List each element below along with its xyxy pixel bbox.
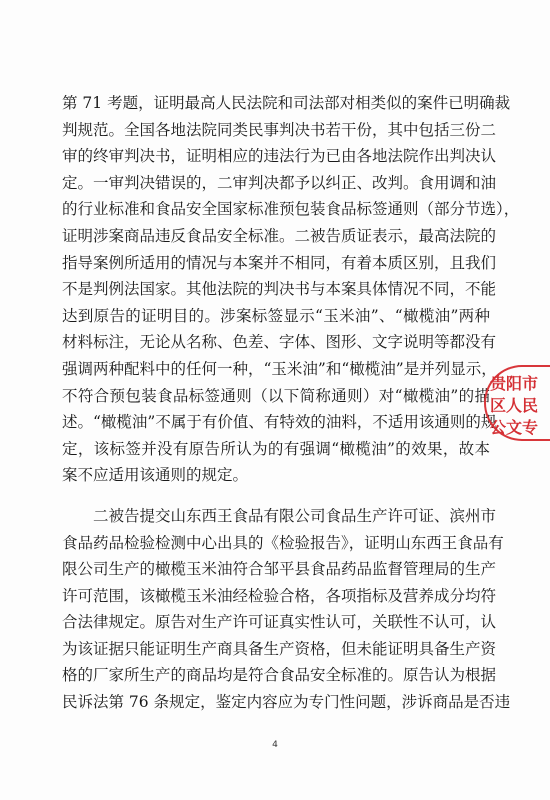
paragraph-gap: [62, 489, 490, 503]
text-line: 判规范。全国各地法院同类民事判决书若干份，其中包括三份二: [62, 120, 497, 139]
text-line: 强调两种配料中的任何一种，“玉米油”和“橄榄油”是并列显示，: [62, 359, 497, 378]
text-line: 合法律规定。原告对生产许可证真实性认可，关联性不认可，认: [62, 613, 497, 632]
text-line: 民诉法第 76 条规定，鉴定内容应为专门性问题，涉诉商品是否违: [62, 693, 511, 712]
text-line: 二被告提交山东西王食品有限公司食品生产许可证、滨州市: [93, 506, 497, 525]
text-line: 材料标注，无论从名称、色差、字体、图形、文字说明等都没有: [62, 333, 497, 352]
text-line: 许可范围，该橄榄玉米油经检验合格，各项指标及营养成分均符: [62, 586, 497, 605]
seal-text-row: 区人民: [490, 396, 539, 415]
text-line: 审的终审判决书，证明相应的违法行为已由各地法院作出判决认: [62, 147, 497, 166]
page-number: 4: [272, 740, 278, 750]
text-line: 格的厂家所生产的商品均是符合食品安全标准的。原告认为根据: [62, 666, 497, 685]
seal-text-row: 公文专: [490, 418, 539, 437]
text-line: 为该证据只能证明生产商具备生产资格，但未能证明具备生产资: [62, 639, 497, 658]
text-line: 证明涉案商品违反食品安全标准。二被告质证表示，最高法院的: [62, 226, 497, 245]
text-line: 案不应适用该通则的规定。: [62, 466, 249, 485]
text-line: 述。“橄榄油”不属于有价值、有特效的油料，不适用该通则的规: [62, 413, 497, 432]
text-line: 指导案例所适用的情况与本案并不相同，有着本质区别，且我们: [62, 253, 497, 272]
text-line: 食品药品检验检测中心出具的《检验报告》，证明山东西王食品有: [62, 533, 504, 552]
court-seal-stamp: [484, 365, 550, 441]
text-line: 达到原告的证明目的。涉案标签显示“玉米油”、“橄榄油”两种: [62, 306, 490, 325]
seal-text-row: 贵阳市: [490, 374, 539, 393]
text-line: 限公司生产的橄榄玉米油符合邹平县食品药品监督管理局的生产: [62, 560, 497, 579]
text-line: 不是判例法国家。其他法院的判决书与本案具体情况不同，不能: [62, 280, 497, 299]
text-line: 定。一审判决错误的，二审判决都予以纠正、改判。食用调和油: [62, 173, 497, 192]
text-line: 的行业标准和食品安全国家标准预包装食品标签通则（部分节选），: [62, 200, 520, 219]
text-line: 不符合预包装食品标签通则（以下简称通则）对“橄榄油”的描: [62, 386, 490, 405]
text-line: 第 71 考题，证明最高人民法院和司法部对相类似的案件已明确裁: [62, 94, 511, 112]
text-line: 定，该标签并没有原告所认为的有强调“橄榄油”的效果，故本: [62, 439, 490, 458]
